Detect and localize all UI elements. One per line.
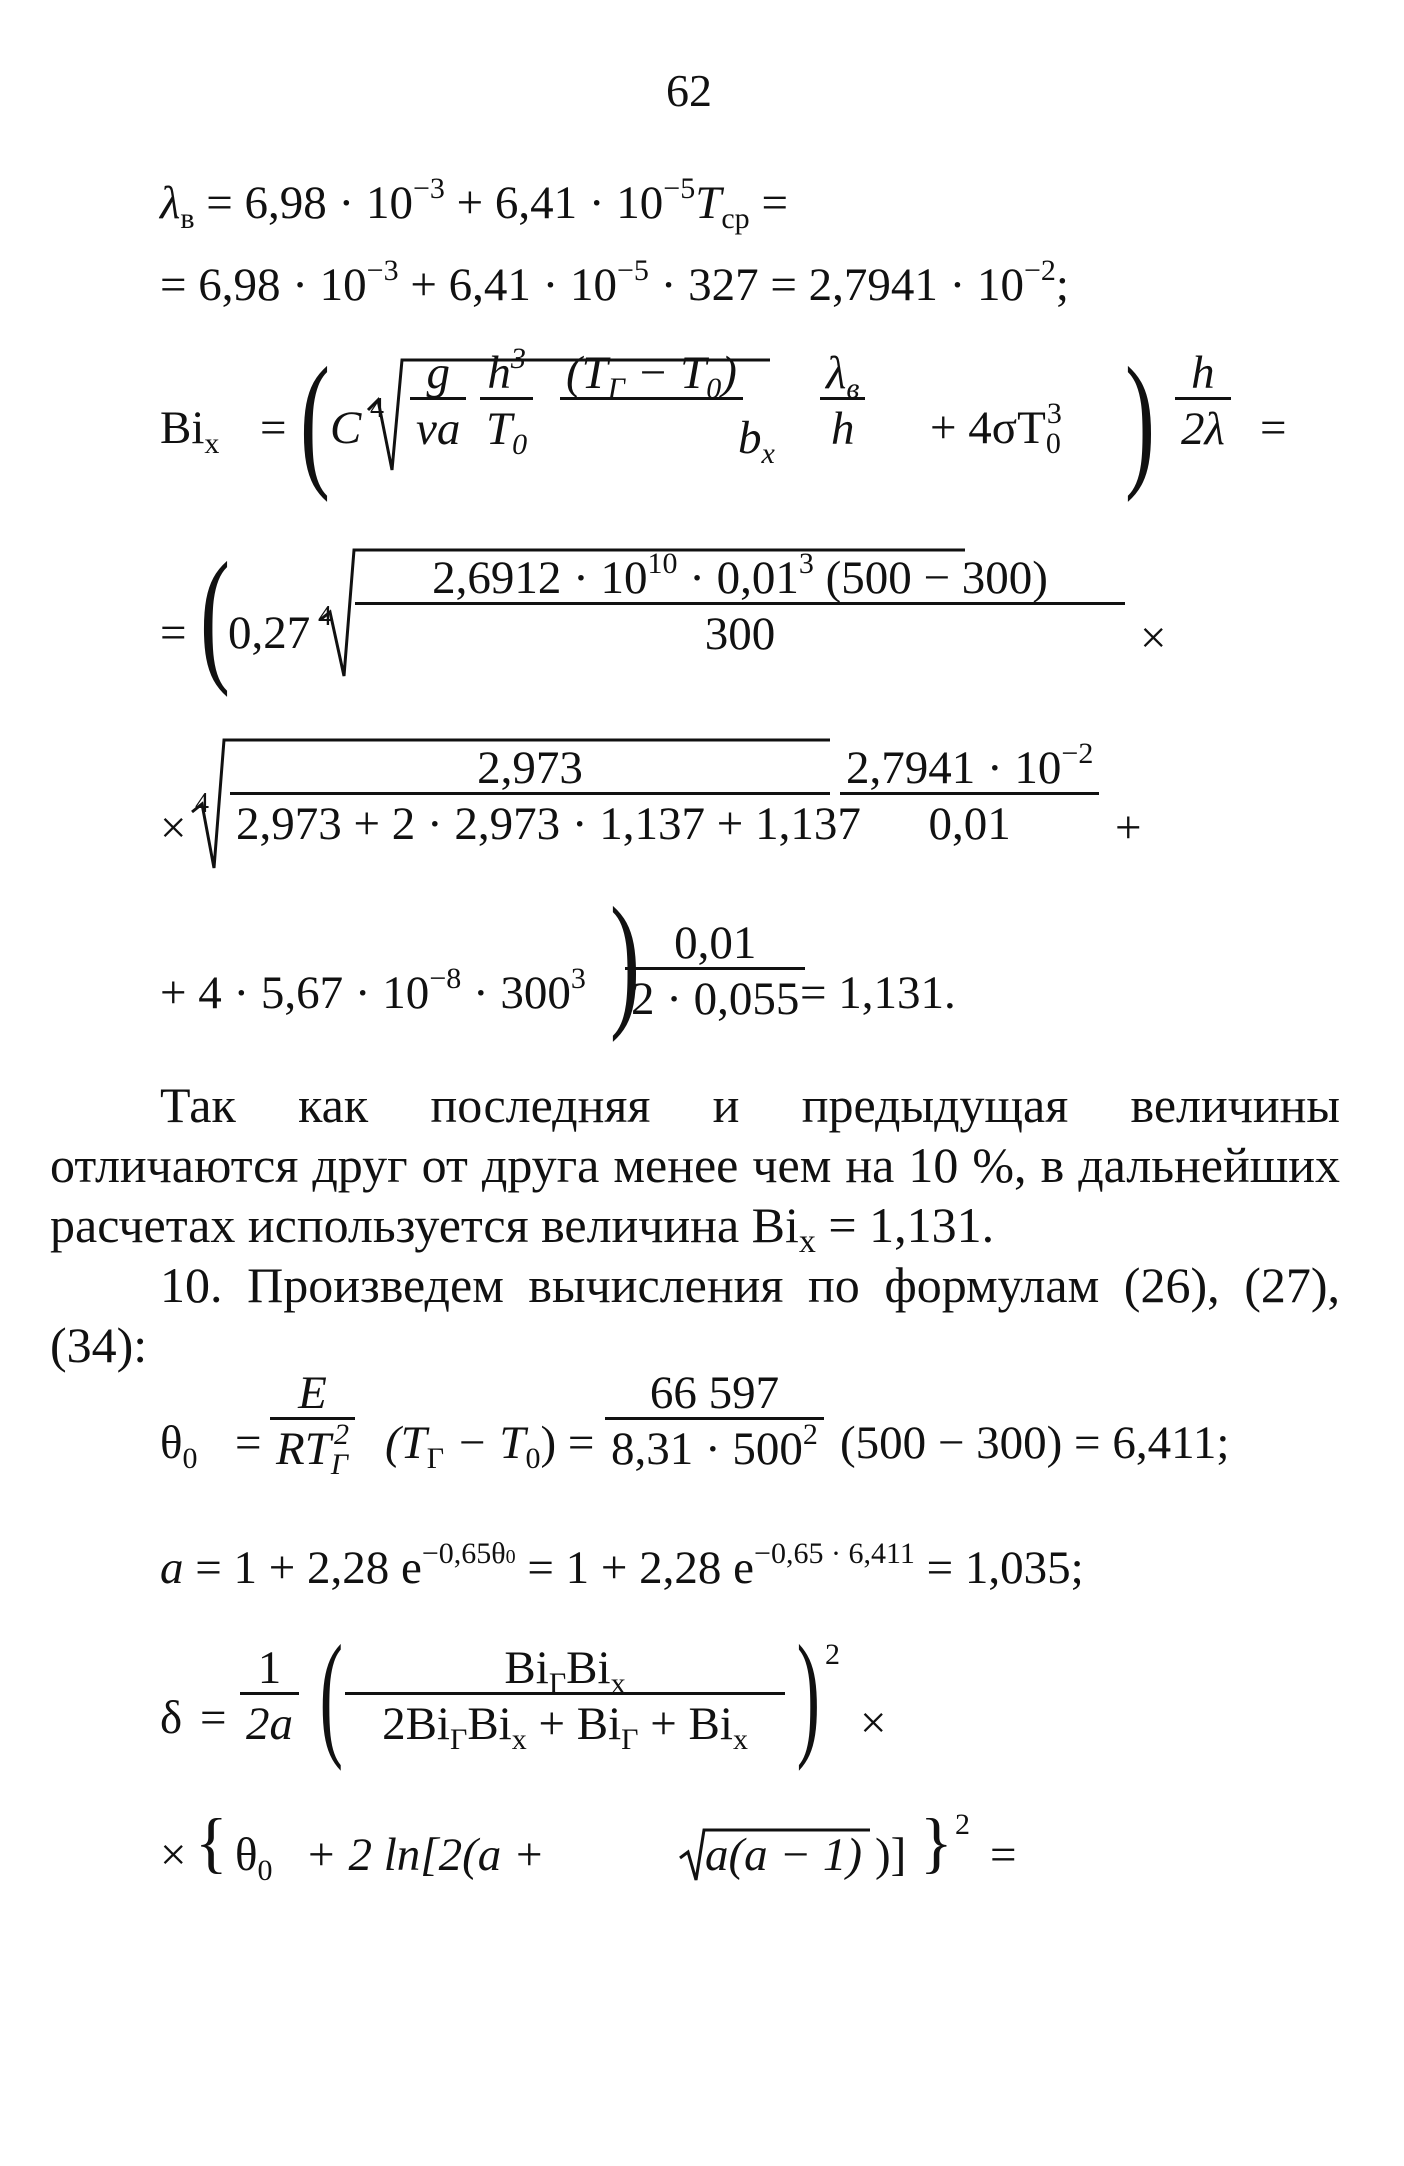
a-equation: a = 1 + 2,28 $e^{-0,65\theta 0} = 1 + 2,28$ $e^{-0,65 \cdot 6,411} = 1,035$; — [160, 1537, 1084, 1594]
paragraph-conclusion: Так как последняя и предыдущая величины отличаются друг от друга менее чем на 10 %, в дальнейших расчетах используется величина $Bi_x = 1,131$. — [50, 1077, 1340, 1260]
page-number: 62 — [666, 65, 712, 116]
lambda-equation-line1: $\lambda_в = 6,98 \cdot 10^{-3} + 6,41 \cdot 10^{-5}T_{ср}$ = — [160, 172, 788, 235]
paragraph-step10: 10. Произведем вычисления по формулам (26), (27), (34): — [50, 1257, 1340, 1373]
lambda-equation-line2: = $6,98 \cdot 10^{-3} + 6,41 \cdot 10^{-5} \cdot 327 = 2,7941 \cdot 10^{-2}$; — [160, 254, 1069, 311]
